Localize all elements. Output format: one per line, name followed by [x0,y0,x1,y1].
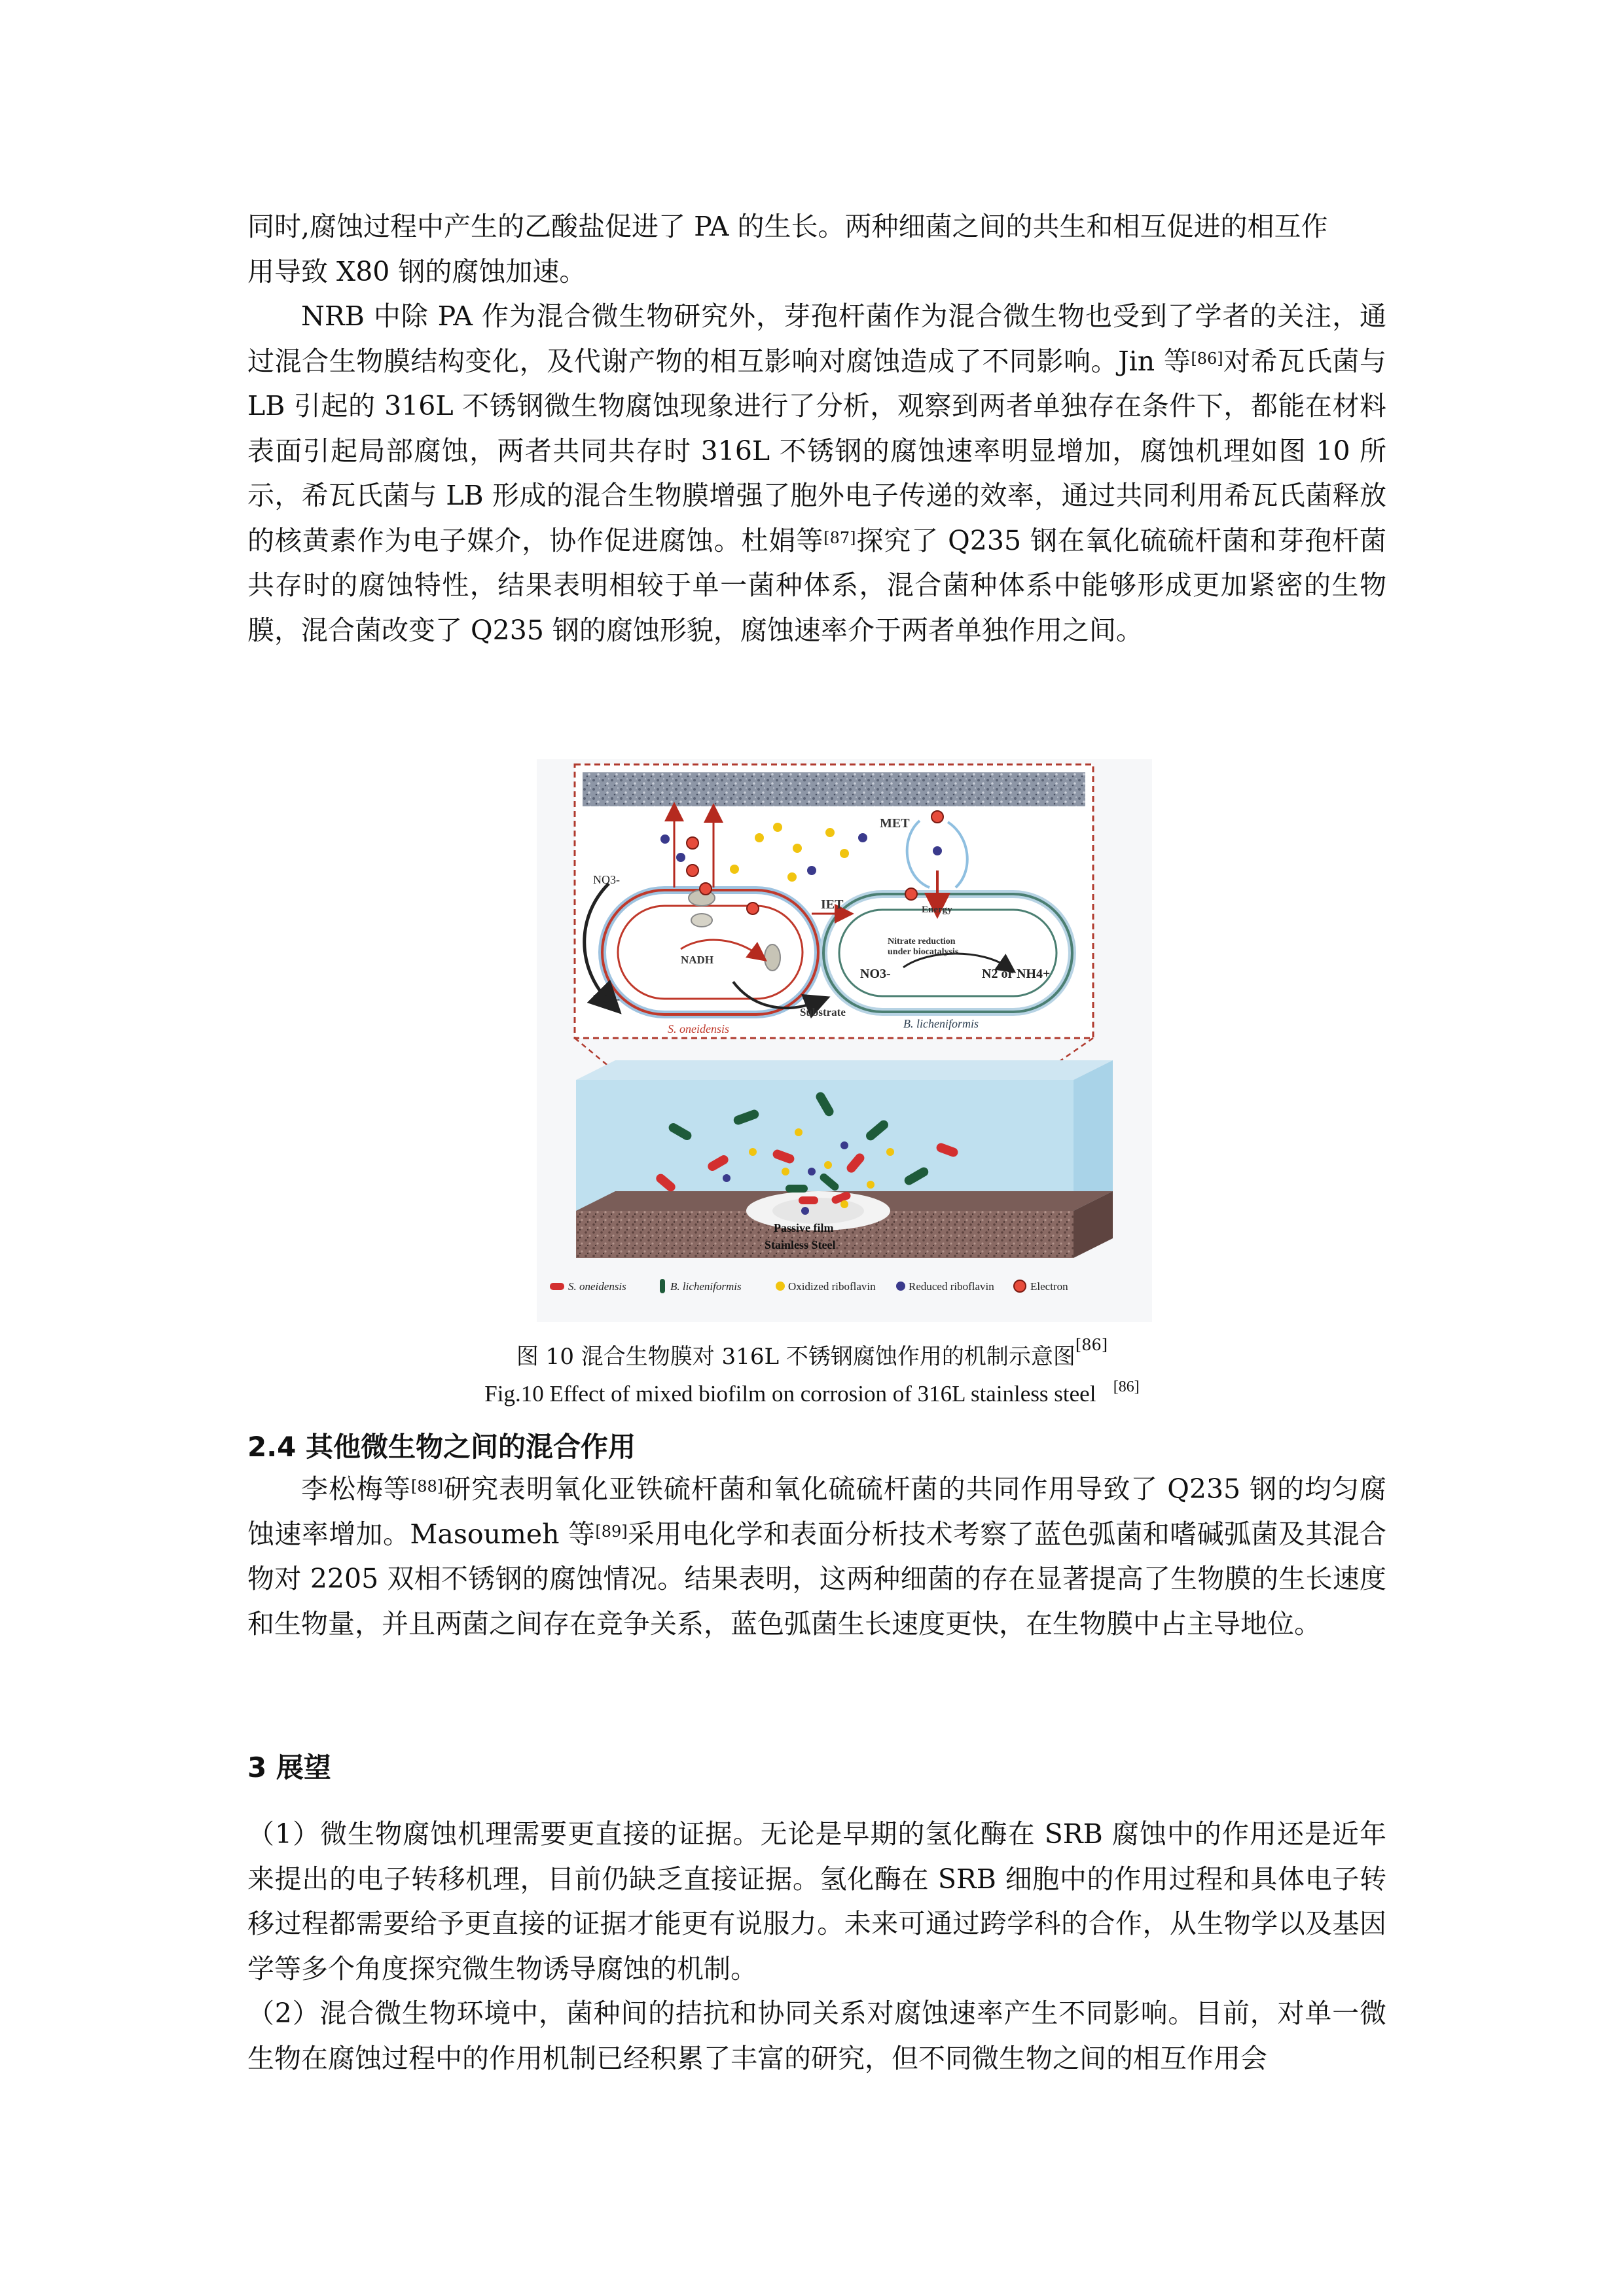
paragraph-2-text-c: 探究了 Q235 钢在氧化硫硫杆菌和芽孢杆菌共存时的腐蚀特性，结果表明相较于单一菌种体系，混合菌种体系中能够形成更加紧密的生物膜，混合菌改变了 Q235 钢的腐蚀形貌，腐蚀速率介于两者单独作用之间。 [247,524,1387,646]
figure-caption-en: Fig.10 Effect of mixed biofilm on corrosion of 316L stainless steel [86] [484,1378,1140,1407]
top-electrode [583,772,1085,806]
paragraph-2-text-a: NRB 中除 PA 作为混合微生物研究外，芽孢杆菌作为混合微生物也受到了学者的关注，通过混合生物膜结构变化，及代谢产物的相互影响对腐蚀造成了不同影响。Jin 等 [247,300,1386,377]
legend-s-oneidensis: S. oneidensis [568,1280,626,1293]
paragraph-4: （1）微生物腐蚀机理需要更直接的证据。无论是早期的氢化酶在 SRB 腐蚀中的作用还是近年来提出的电子转移机理，目前仍缺乏直接证据。氢化酶在 SRB 细胞中的作用过程和具体电子转移过程都需要给予更直接的证据才能更有说服力。未来可通过跨学科的合作，从生物学以及基因学等多个角度探究微生物诱导腐蚀的机制。 [247,1818,1386,1984]
citation-87: [87] [823,528,856,547]
citation-88: [88] [410,1477,444,1496]
paragraph-5: （2）混合微生物环境中，菌种间的拮抗和协同关系对腐蚀速率产生不同影响。目前，对单一微生物在腐蚀过程中的作用机制已经积累了丰富的研究，但不同微生物之间的相互作用会 [247,1998,1386,2074]
label-b-licheniformis: B. licheniformis [903,1017,979,1030]
section-heading-3: 3 展望 [247,1751,331,1784]
section-heading-2-4: 2.4 其他微生物之间的混合作用 [247,1431,636,1463]
paragraph-2-text-b: 对希瓦氏菌与 LB 引起的 316L 不锈钢微生物腐蚀现象进行了分析，观察到两者单独存在条件下，都能在材料表面引起局部腐蚀，两者共同共存时 316L 不锈钢的腐蚀速率明显增加，腐蚀机理如图 10 所示，希瓦氏菌与 LB 形成的混合生物膜增强了胞外电子传递的效率，通过共同利用希瓦氏菌释放的核黄素作为电子媒介，协作促进腐蚀。杜娟等 [247,345,1387,556]
label-nadh: NADH [681,954,714,966]
label-met: MET [880,816,910,831]
label-energy: Energy [922,905,952,915]
label-s-oneidensis: S. oneidensis [668,1022,729,1035]
figure-10-diagram [537,759,1152,1322]
label-stainless-steel: Stainless Steel [765,1238,836,1251]
citation-89: [89] [595,1522,628,1541]
label-no3-left: NO3- [593,873,620,886]
label-passive-film: Passive film [774,1221,834,1234]
figure-caption-cn: 图 10 混合生物膜对 316L 不锈钢腐蚀作用的机制示意图[86] [516,1336,1108,1370]
label-no3-right: NO3- [860,967,891,981]
caption-en-citation: [86] [1113,1378,1140,1395]
paragraph-2 [247,294,1386,653]
caption-cn-citation: [86] [1075,1336,1108,1354]
label-n2-or-nh4: N2 or NH4+ [982,967,1051,981]
label-no2: NO2- [593,992,620,1005]
legend-oxidized-riboflavin: Oxidized riboflavin [788,1280,876,1293]
label-iet: IET [821,897,844,912]
paragraph-1-line-1: 同时,腐蚀过程中产生的乙酸盐促进了 PA 的生长。两种细菌之间的共生和相互促进的相互作 [247,211,1328,242]
label-under-biocatalysis: under biocatalysis [888,947,959,957]
legend-b-licheniformis: B. licheniformis [670,1280,742,1293]
paragraph-1 [247,204,1386,294]
label-nitrate-reduction: Nitrate reduction [888,937,956,946]
citation-86: [86] [1191,349,1223,368]
paragraph-3: 李松梅等[88]研究表明氧化亚铁硫杆菌和氧化硫硫杆菌的共同作用导致了 Q235 钢的均匀腐蚀速率增加。Masoumeh 等[89]采用电化学和表面分析技术考察了蓝色弧菌和嗜碱弧菌及其混合物对 2205 双相不锈钢的腐蚀情况。结果表明，这两种细菌的存在显著提高了生物膜的生长速度和生物量，并且两菌之间存在竞争关系，蓝色弧菌生长速度更快，在生物膜中占主导地位。 [247,1473,1387,1640]
legend-reduced-riboflavin: Reduced riboflavin [909,1280,994,1293]
label-substrate: Substrate [800,1006,846,1018]
legend-electron: Electron [1030,1280,1068,1293]
paragraph-1-line-2: 用导致 X80 钢的腐蚀加速。 [247,255,586,287]
